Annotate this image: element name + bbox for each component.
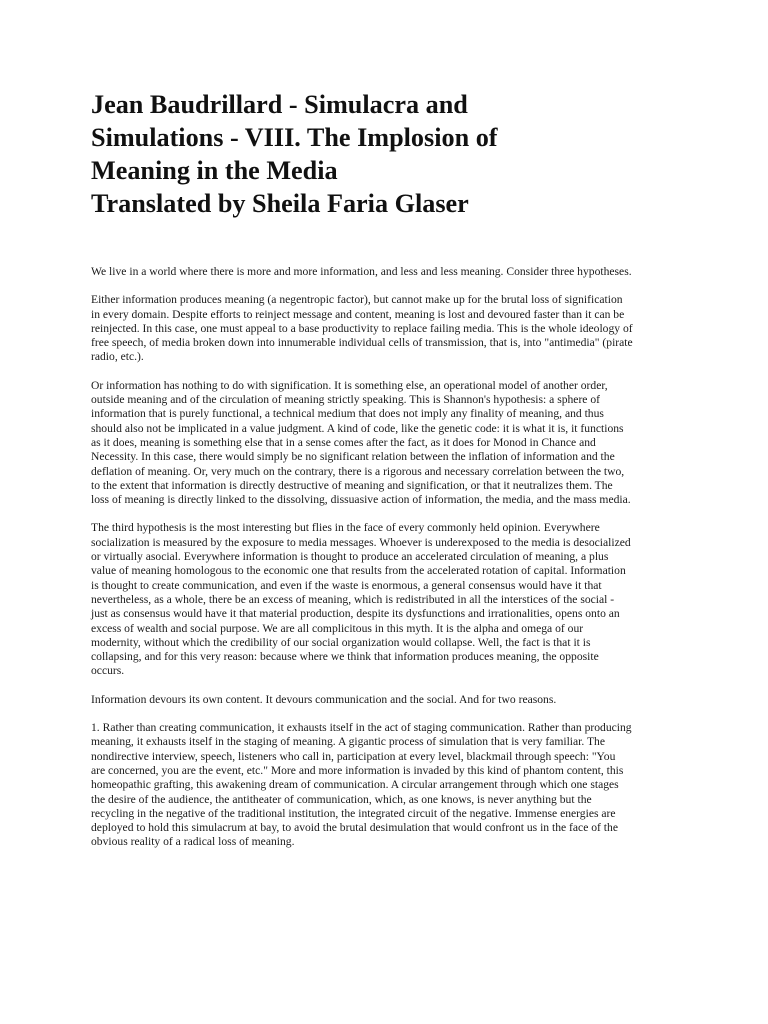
paragraph-line: nondirective interview, speech, listeners who call in, participation at every level, blackmail through speech: "You [91,749,616,763]
paragraph-line: meaning, it exhausts itself in the staging of meaning. A gigantic process of simulation that is very familiar. The [91,735,605,749]
paragraph-line: information that is purely functional, a technical medium that does not imply any finality of meaning, and thus [91,407,604,421]
paragraph-line: socialization is measured by the exposure to media messages. Whoever is underexposed to the media is desocialized [91,535,631,549]
paragraph-line: nevertheless, as a whole, there be an excess of meaning, which is redistributed in all the interstices of the social - [91,592,615,606]
paragraph-line: obvious reality of a radical loss of meaning. [91,835,295,849]
paragraph-line: Information devours its own content. It devours communication and the social. And for two reasons. [91,692,557,706]
title-line: Jean Baudrillard - Simulacra and [91,90,468,119]
paragraph-line: as it does, meaning is something else that in a sense comes after the fact, as it does for Monod in Chance and [91,435,596,449]
paragraph [91,293,688,364]
paragraph-line: just as consensus would have it that material production, despite its dysfunctions and irrationalities, opens onto an [91,607,620,621]
paragraph-line: We live in a world where there is more and more information, and less and less meaning. Consider three hypotheses. [91,265,632,278]
paragraph-line: in every domain. Despite efforts to reinject message and content, meaning is lost and devoured faster than it can be [91,307,625,321]
paragraph-line: 1. Rather than creating communication, it exhausts itself in the act of staging communication. Rather than producing [91,721,632,735]
paragraph-line: collapsing, and for this very reason: because where we think that information produces meaning, the opposite [91,650,599,664]
paragraph-line: Necessity. In this case, there would simply be no significant relation between the inflation of information and the [91,450,615,464]
paragraph [91,521,688,678]
paragraph-line: deployed to hold this simulacrum at bay, to avoid the brutal desimulation that would confront us in the face of the [91,821,618,835]
paragraph-line: homeopathic grafting, this awakening dream of communication. A circular arrangement through which one stages [91,778,619,792]
paragraph-line: modernity, without which the credibility of our social organization would collapse. Well, the fact is that it is [91,635,591,649]
paragraph-line: is thought to create communication, and even if the waste is enormous, a general consensus would have it that [91,578,602,592]
paragraph-line: Either information produces meaning (a negentropic factor), but cannot make up for the brutal loss of signification [91,293,623,307]
paragraph-line: or virtually asocial. Everywhere information is thought to produce an accelerated circulation of meaning, a plus [91,550,609,564]
title-line: Meaning in the Media [91,156,338,185]
paragraph-line: the desire of the audience, the antitheater of communication, which, as one knows, is never anything but the [91,792,592,806]
paragraph [91,379,688,508]
paragraph-line: reinjected. In this case, one must appeal to a base productivity to replace failing media. This is the whole ideology of [91,321,633,335]
paragraph-line: to the extent that information is directly destructive of meaning and signification, or that it neutralizes them. The [91,478,613,492]
paragraph-line: are concerned, you are the event, etc." More and more information is invaded by this kind of phantom content, this [91,763,624,777]
paragraph-line: excess of wealth and social purpose. We are all complicitous in this myth. It is the alpha and omega of our [91,621,584,635]
paragraph-line: loss of meaning is directly linked to the dissolving, dissuasive action of information, the media, and the mass media. [91,493,631,507]
paragraph-line: radio, etc.). [91,350,144,364]
document-title [91,88,688,220]
paragraph-line: The third hypothesis is the most interesting but flies in the face of every commonly held opinion. Everywhere [91,521,600,535]
paragraph [91,721,688,850]
document-body [91,265,688,850]
paragraph-line: Or information has nothing to do with signification. It is something else, an operational model of another order, [91,378,608,392]
title-line: Simulations - VIII. The Implosion of [91,123,498,152]
paragraph-line: free speech, of media broken down into innumerable individual cells of transmission, that is, into "antimedia" (pirate [91,336,633,350]
paragraph [91,265,688,279]
title-line: Translated by Sheila Faria Glaser [91,189,469,218]
paragraph-line: recycling in the negative of the traditional institution, the integrated circuit of the negative. Immense energies are [91,806,616,820]
paragraph-line: deflation of meaning. Or, very much on the contrary, there is a rigorous and necessary correlation between the two, [91,464,625,478]
paragraph-line: should also not be implicated in a value judgment. A kind of code, like the genetic code: it is what it is, it functions [91,421,624,435]
paragraph-line: outside meaning and of the circulation of meaning strictly speaking. This is Shannon's hypothesis: a sphere of [91,393,601,407]
paragraph [91,693,688,707]
paragraph-line: value of meaning homologous to the economic one that results from the accelerated rotation of capital. Information [91,564,626,578]
paragraph-line: occurs. [91,664,125,678]
